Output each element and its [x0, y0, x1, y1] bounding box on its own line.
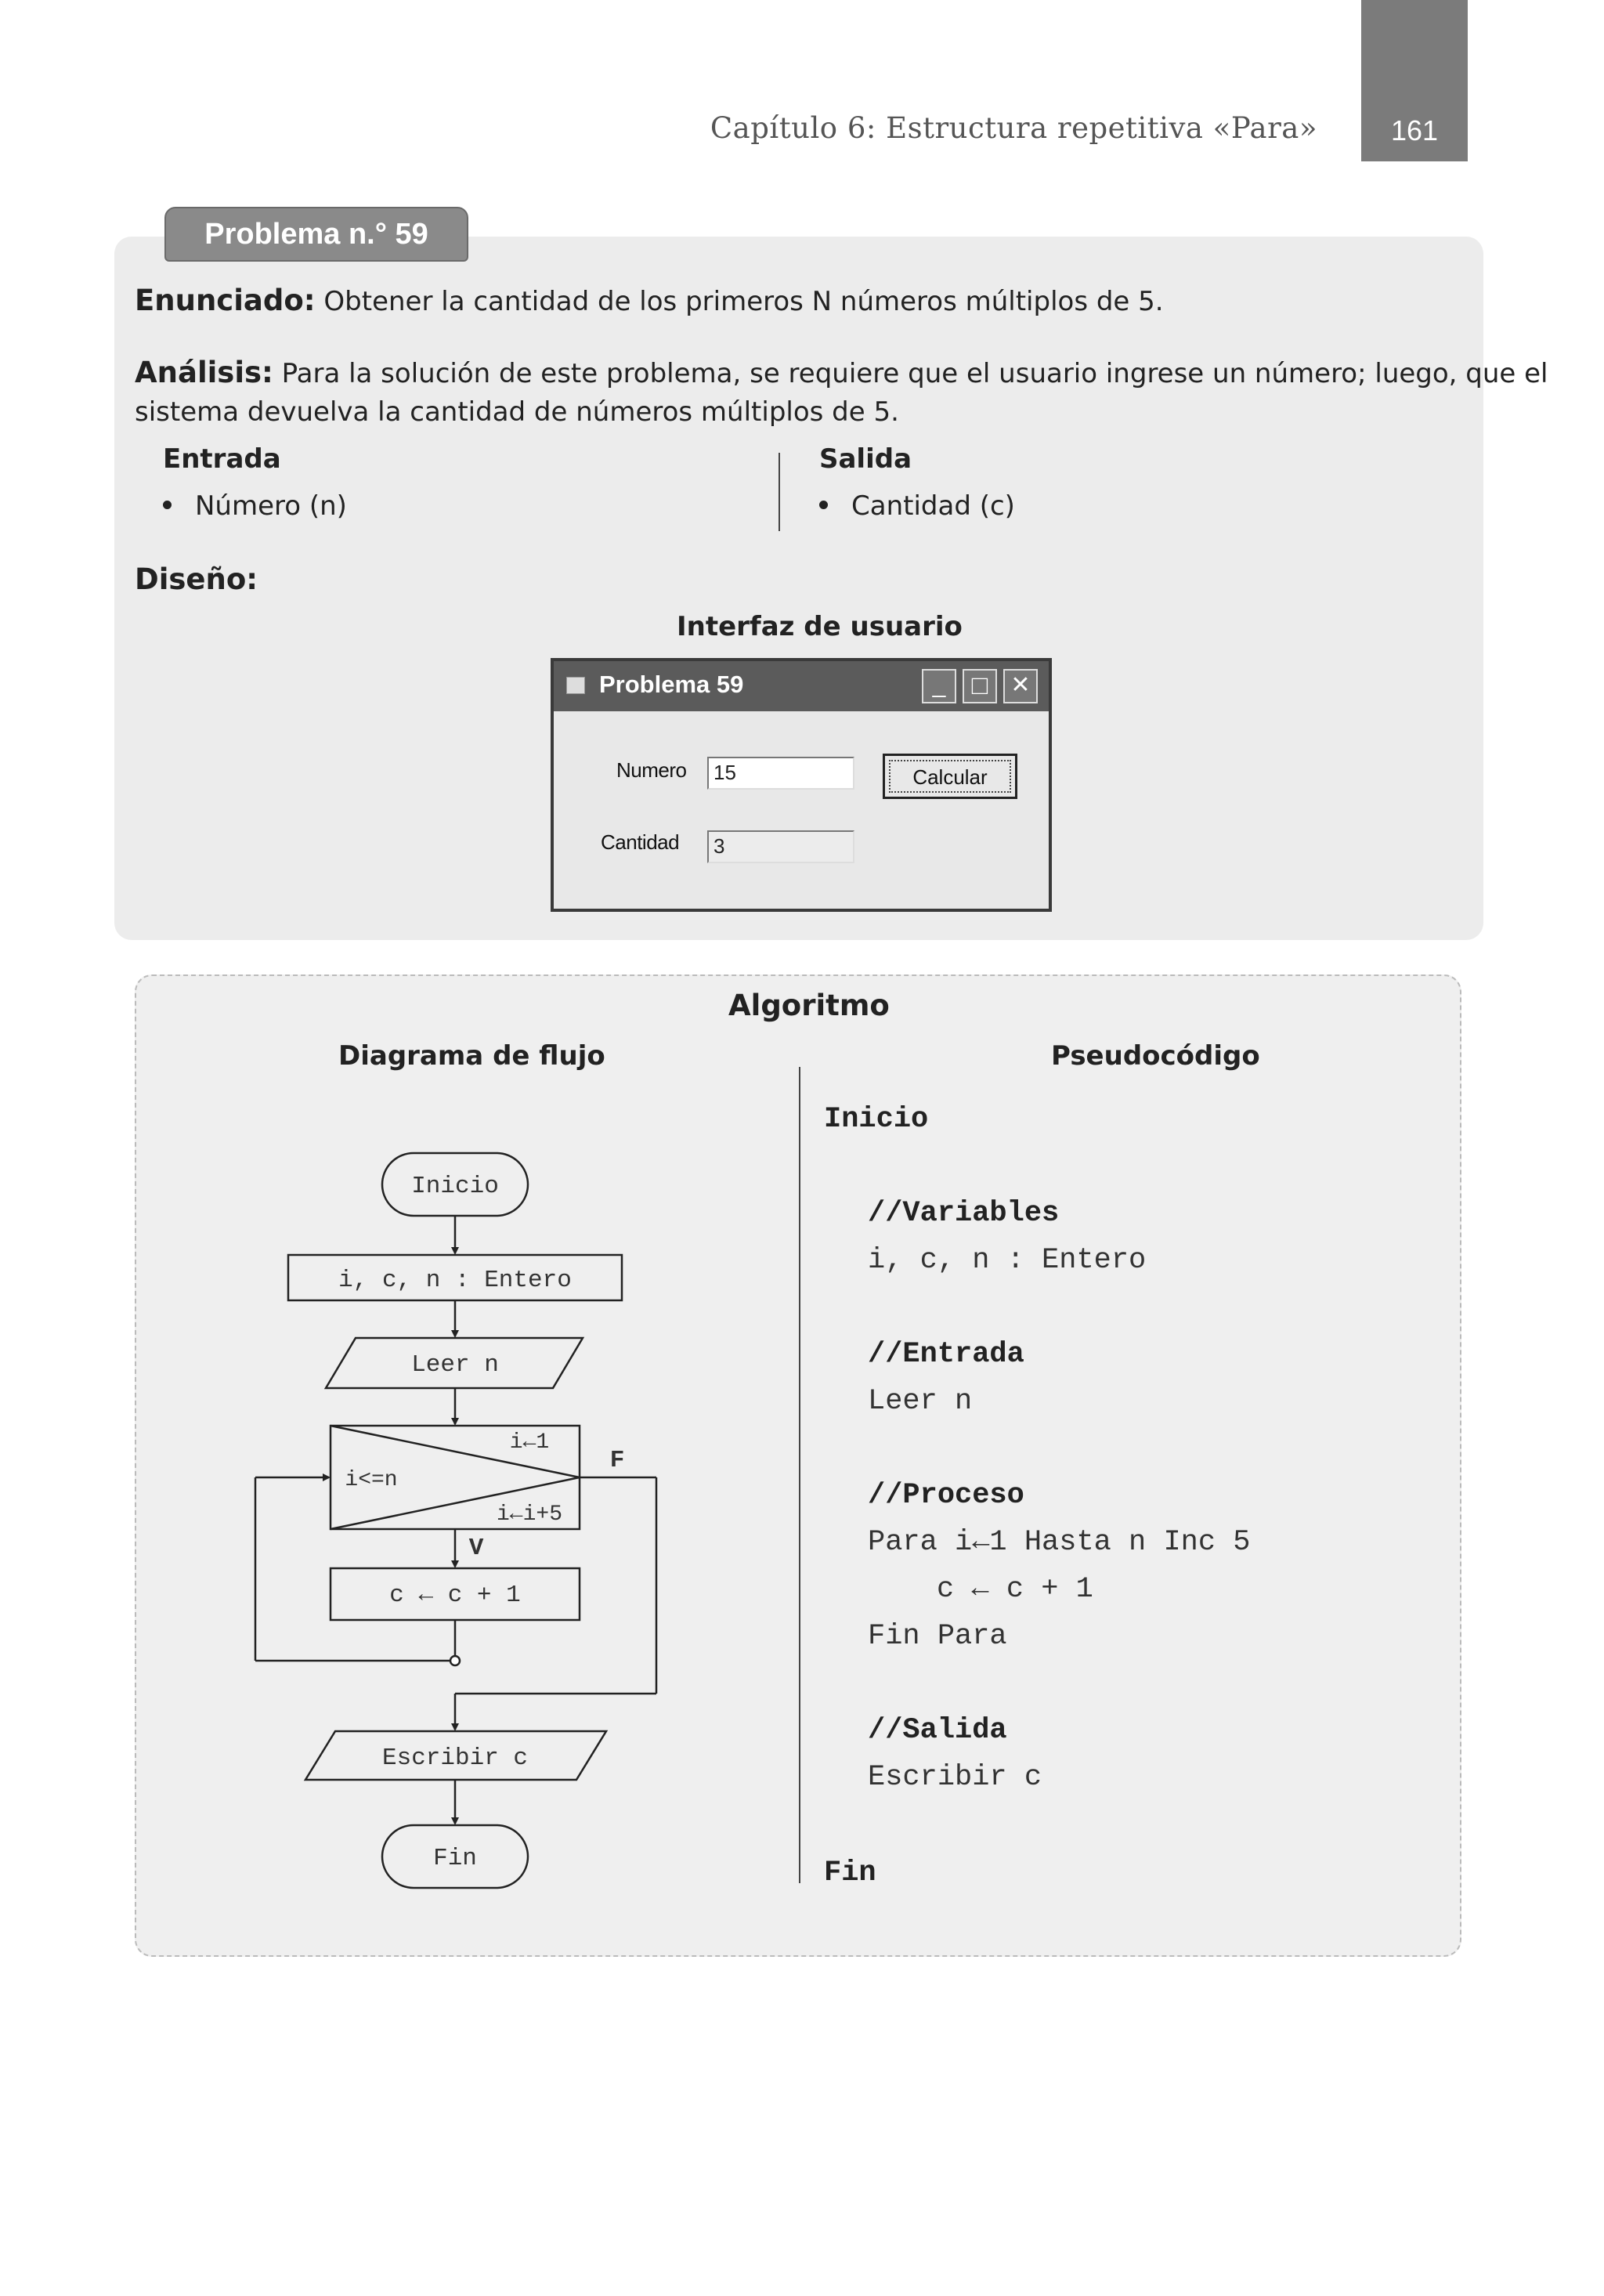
enunciado-text: Obtener la cantidad de los primeros N números múltiplos de 5. [323, 286, 1164, 317]
algorithm-title: Algoritmo [728, 989, 890, 1022]
flow-loop-step: i←i+5 [496, 1502, 563, 1527]
flow-end-label: Fin [433, 1845, 477, 1872]
page-number-tab [1361, 0, 1468, 161]
problem-tab: Problema n.° 59 [164, 207, 468, 262]
calcular-button-label: Calcular [889, 760, 1011, 793]
salida-label: Salida [819, 443, 912, 475]
entrada-item [163, 490, 347, 522]
enunciado-label: Enunciado: [135, 284, 316, 317]
window-title-bar[interactable] [554, 661, 1049, 711]
salida-item-text: Cantidad (c) [851, 490, 1015, 522]
column-divider [779, 453, 780, 531]
flowchart [235, 1128, 674, 1911]
cantidad-field: 3 [707, 830, 854, 863]
pseudocode-line: Inicio [824, 1103, 929, 1136]
pseudocode-line: //Variables [868, 1197, 1060, 1230]
pseudocode-line: Fin Para [868, 1620, 1007, 1653]
minimize-button[interactable]: _ [922, 669, 956, 703]
numero-label: Numero [616, 758, 687, 782]
salida-item [819, 490, 1015, 522]
maximize-button[interactable]: □ [963, 669, 997, 703]
analisis-line1: Para la solución de este problema, se requiere que el usuario ingrese un número; luego, que el [281, 358, 1548, 389]
pseudocode-line: Escribir c [868, 1761, 1042, 1794]
pseudocode-line: //Proceso [868, 1479, 1024, 1512]
close-button[interactable]: ✕ [1003, 669, 1038, 703]
numero-input[interactable]: 15 [707, 757, 854, 790]
flow-body-label: c ← c + 1 [389, 1582, 521, 1609]
flow-start-label: Inicio [411, 1173, 499, 1200]
running-head: Capítulo 6: Estructura repetitiva «Para» [710, 111, 1317, 145]
bullet-icon [819, 501, 828, 509]
diseno-label: Diseño: [135, 562, 258, 596]
pseudocode-line: //Entrada [868, 1338, 1024, 1371]
enunciado [135, 284, 1164, 317]
entrada-item-text: Número (n) [195, 490, 347, 522]
flow-write-label: Escribir c [381, 1745, 529, 1772]
calcular-button[interactable] [883, 754, 1017, 799]
analisis [135, 356, 1548, 389]
flow-loop-cond: i<=n [345, 1468, 398, 1492]
flow-declare-label: i, c, n : Entero [338, 1267, 572, 1294]
cantidad-label: Cantidad [601, 830, 680, 854]
flow-true-label: V [468, 1535, 484, 1562]
flow-loop-init: i←1 [509, 1430, 550, 1455]
flow-false-label: F [609, 1447, 625, 1474]
app-window [551, 658, 1052, 912]
window-app-icon [566, 677, 585, 694]
flow-connector [450, 1656, 460, 1665]
flow-read-label: Leer n [411, 1351, 499, 1379]
analisis-line2: sistema devuelva la cantidad de números múltiplos de 5. [135, 396, 899, 428]
algorithm-divider [799, 1067, 800, 1883]
page-number: 161 [1390, 114, 1439, 146]
pseudocode-line: Leer n [868, 1385, 973, 1418]
analisis-label: Análisis: [135, 356, 273, 389]
pseudocode-line: //Salida [868, 1714, 1007, 1747]
entrada-label: Entrada [163, 443, 281, 475]
window-title: Problema 59 [599, 671, 744, 698]
pseudocode-line: i, c, n : Entero [868, 1244, 1147, 1277]
pseudocode-title: Pseudocódigo [1051, 1040, 1260, 1072]
pseudocode-line: c ← c + 1 [937, 1573, 1093, 1606]
interfaz-label: Interfaz de usuario [677, 611, 963, 642]
pseudocode-line: Para i←1 Hasta n Inc 5 [868, 1526, 1251, 1559]
flowchart-title: Diagrama de flujo [338, 1040, 605, 1072]
bullet-icon [163, 501, 172, 509]
pseudocode-line: Fin [824, 1857, 876, 1889]
